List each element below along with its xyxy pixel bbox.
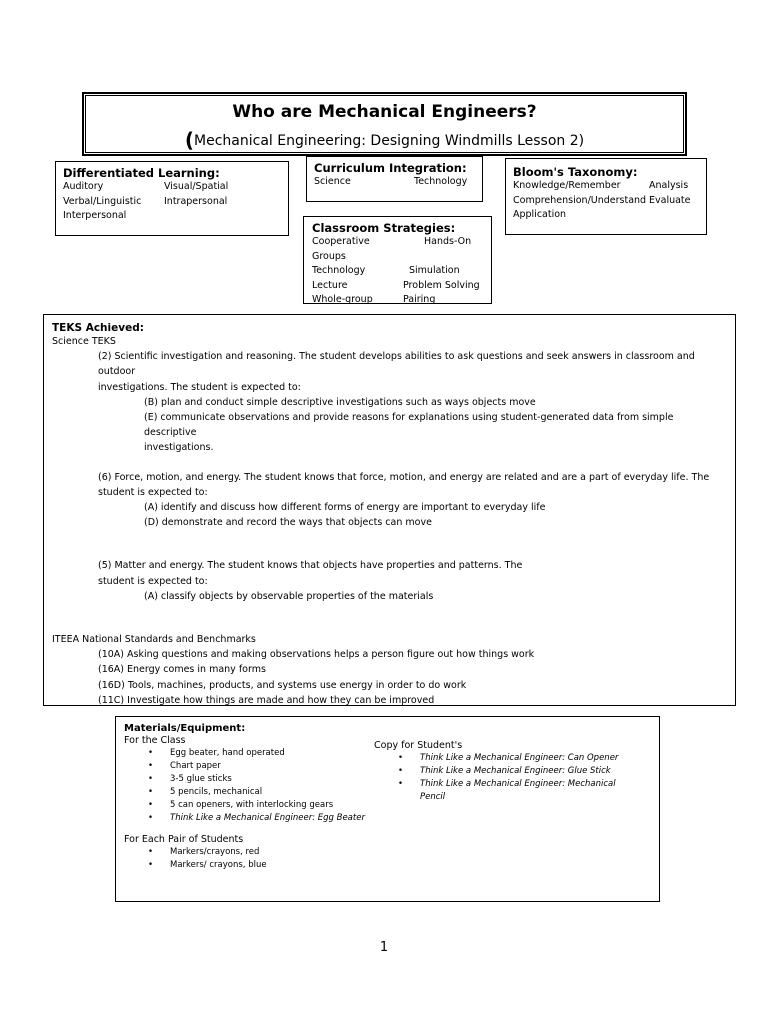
material-item: • Egg beater, hand operated bbox=[170, 747, 374, 760]
pair-item: • Markers/ crayons, blue bbox=[170, 859, 651, 872]
for-each-pair-label: For Each Pair of Students bbox=[124, 834, 244, 845]
page-subtitle bbox=[86, 128, 683, 152]
teks-6d: (D) demonstrate and record the ways that objects can move bbox=[144, 517, 432, 529]
teks-2e-line1: (E) communicate observations and provide reasons for explanations using student-generated data from simple descriptive bbox=[144, 412, 674, 439]
teks-body bbox=[52, 334, 727, 708]
teks-6a: (A) identify and discuss how different forms of energy are important to everyday life bbox=[144, 502, 546, 514]
class-item-pairing: Pairing bbox=[403, 294, 436, 306]
diff-item-intrapersonal: Intrapersonal bbox=[164, 195, 228, 207]
teks-6-line1: (6) Force, motion, and energy. The student knows that force, motion, and energy are related and are a part of everyday life. The bbox=[98, 471, 710, 483]
for-the-class-label: For the Class bbox=[124, 735, 186, 746]
class-item-problem-solving: Problem Solving bbox=[403, 279, 480, 291]
class-item-lecture: Lecture bbox=[312, 279, 348, 291]
differentiated-learning-box bbox=[55, 161, 289, 236]
material-item: • 5 pencils, mechanical bbox=[170, 786, 374, 799]
page-title: Who are Mechanical Engineers? bbox=[232, 102, 537, 122]
copy-item: • Think Like a Mechanical Engineer: Glue Stick bbox=[420, 765, 618, 778]
differentiated-learning-list bbox=[63, 180, 281, 224]
materials-equipment-box bbox=[115, 716, 660, 902]
curriculum-integration-heading: Curriculum Integration: bbox=[314, 161, 467, 175]
iteea-16d: (16D) Tools, machines, products, and systems use energy in order to do work bbox=[98, 679, 467, 691]
for-the-class-list bbox=[124, 747, 374, 825]
diff-item-verbal-linguistic: Verbal/Linguistic bbox=[63, 195, 142, 207]
class-item-hands-on: Hands-On bbox=[424, 236, 472, 247]
teks-2b: (B) plan and conduct simple descriptive investigations such as ways objects move bbox=[144, 396, 536, 408]
blooms-taxonomy-box bbox=[505, 158, 707, 235]
iteea-10a: (10A) Asking questions and making observations helps a person figure out how things work bbox=[98, 649, 535, 661]
copy-item: • Think Like a Mechanical Engineer: Can Opener bbox=[420, 752, 618, 765]
material-item: • Think Like a Mechanical Engineer: Egg Beater bbox=[170, 812, 374, 825]
bloom-item-application: Application bbox=[513, 209, 567, 221]
class-item-simulation: Simulation bbox=[409, 265, 460, 277]
diff-item-visual-spatial: Visual/Spatial bbox=[164, 181, 229, 192]
iteea-16a: (16A) Energy comes in many forms bbox=[98, 664, 266, 676]
classroom-strategies-list bbox=[312, 235, 483, 308]
pair-item: • Markers/crayons, red bbox=[170, 846, 651, 859]
for-each-pair-list bbox=[124, 846, 651, 872]
for-the-class-column bbox=[124, 734, 374, 825]
iteea-label: ITEEA National Standards and Benchmarks bbox=[52, 634, 256, 646]
curr-item-technology: Technology bbox=[414, 176, 468, 187]
diff-item-auditory: Auditory bbox=[63, 181, 104, 192]
science-teks-label: Science TEKS bbox=[52, 336, 116, 347]
class-item-whole-group: Whole-group bbox=[312, 294, 373, 306]
blooms-taxonomy-heading: Bloom's Taxonomy: bbox=[513, 165, 638, 179]
bloom-item-comprehension: Comprehension/Understand bbox=[513, 194, 647, 206]
teks-5-line2: student is expected to: bbox=[98, 575, 208, 587]
material-item: • Chart paper bbox=[170, 760, 374, 773]
bloom-item-analysis: Analysis bbox=[649, 180, 689, 191]
curriculum-integration-list bbox=[314, 175, 475, 190]
teks-5a: (A) classify objects by observable properties of the materials bbox=[144, 590, 434, 602]
teks-2-line2: investigations. The student is expected to: bbox=[98, 381, 301, 393]
curr-item-science: Science bbox=[314, 176, 351, 187]
teks-achieved-box bbox=[43, 314, 736, 706]
copy-for-students-list bbox=[374, 752, 618, 804]
material-item: • 3-5 glue sticks bbox=[170, 773, 374, 786]
classroom-strategies-box bbox=[303, 216, 492, 304]
title-box bbox=[82, 92, 687, 156]
class-item-cooperative-groups: Cooperative Groups bbox=[312, 236, 370, 262]
subtitle-text: Mechanical Engineering: Designing Windmills Lesson 2) bbox=[194, 133, 585, 149]
teks-heading: TEKS Achieved: bbox=[52, 322, 144, 334]
copy-for-students-column bbox=[374, 739, 618, 825]
blooms-taxonomy-list bbox=[513, 179, 699, 223]
teks-2-line1: (2) Scientific investigation and reasoning. The student develops abilities to ask questions and seek answers in classroom and outdoor bbox=[98, 351, 695, 378]
curriculum-integration-box bbox=[306, 156, 483, 202]
title-inner-frame bbox=[85, 95, 684, 153]
diff-item-interpersonal: Interpersonal bbox=[63, 210, 127, 222]
copy-item-continuation: Pencil bbox=[420, 792, 446, 802]
classroom-strategies-heading: Classroom Strategies: bbox=[312, 221, 456, 235]
material-item: • 5 can openers, with interlocking gears bbox=[170, 799, 374, 812]
teks-5-line1: (5) Matter and energy. The student knows that objects have properties and patterns. The bbox=[98, 560, 523, 572]
subtitle-open-paren: ( bbox=[184, 128, 195, 152]
class-item-technology: Technology bbox=[312, 265, 366, 277]
teks-6-line2: student is expected to: bbox=[98, 486, 208, 498]
page-number: 1 bbox=[379, 940, 389, 955]
copy-item: • Think Like a Mechanical Engineer: Mechanical bbox=[420, 778, 618, 791]
materials-heading: Materials/Equipment: bbox=[124, 723, 246, 734]
teks-2e-line2: investigations. bbox=[144, 442, 214, 454]
bloom-item-evaluate: Evaluate bbox=[649, 194, 691, 206]
copy-for-students-label: Copy for Student's bbox=[374, 740, 463, 751]
iteea-11c: (11C) Investigate how things are made and how they can be improved bbox=[98, 694, 435, 706]
bloom-item-knowledge: Knowledge/Remember bbox=[513, 180, 621, 191]
differentiated-learning-heading: Differentiated Learning: bbox=[63, 166, 220, 180]
